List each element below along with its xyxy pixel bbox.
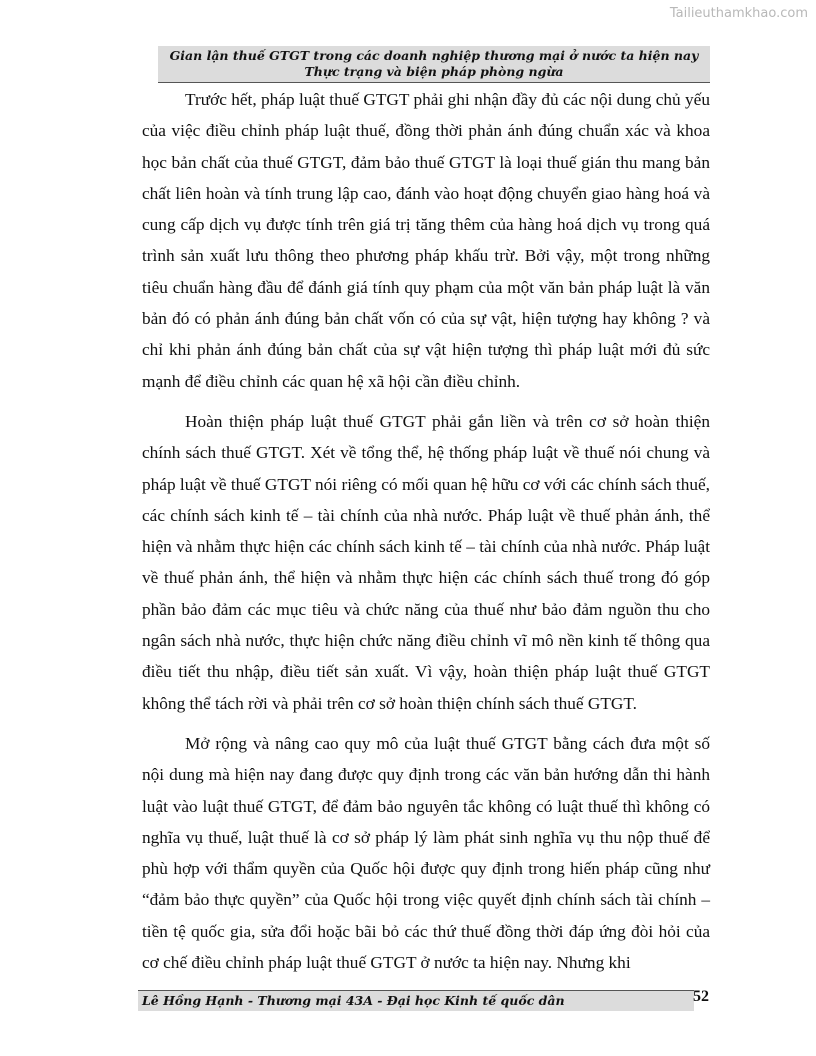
watermark: Tailieuthamkhao.com [669, 6, 808, 21]
paragraph: Hoàn thiện pháp luật thuế GTGT phải gắn liền và trên cơ sở hoàn thiện chính sách thuế GTGT. Xét về tổng thể, hệ thống pháp luật về thuế nói chung và pháp luật về thuế GTGT nói riêng có mối quan hệ hữu cơ với các chính sách thuế, các chính sách kinh tế – tài chính của nhà nước. Pháp luật về thuế phản ánh, thể hiện và nhằm thực hiện các chính sách kinh tế – tài chính của nhà nước. Pháp luật về thuế phản ánh, thể hiện và nhằm thực hiện các chính sách thuế trong đó góp phần bảo đảm các mục tiêu và chức năng của thuế như bảo đảm nguồn thu cho ngân sách nhà nước, thực hiện chức năng điều chỉnh vĩ mô nền kinh tế thông qua điều tiết thu nhập, điều tiết sản xuất. Vì vậy, hoàn thiện pháp luật thuế GTGT không thể tách rời và phải trên cơ sở hoàn thiện chính sách thuế GTGT. [142, 411, 710, 713]
document-body [142, 84, 710, 987]
paragraph: Mở rộng và nâng cao quy mô của luật thuế GTGT bằng cách đưa một số nội dung mà hiện nay đang được quy định trong các văn bản hướng dẫn thi hành luật vào luật thuế GTGT, để đảm bảo nguyên tắc không có luật thuế thì không có nghĩa vụ thuế, luật thuế là cơ sở pháp lý làm phát sinh nghĩa vụ thu nộp thuế để phù hợp với thẩm quyền của Quốc hội được quy định trong hiến pháp cũng như “đảm bảo thực quyền” của Quốc hội trong việc quyết định chính sách tài chính – tiền tệ quốc gia, sửa đổi hoặc bãi bỏ các thứ thuế đồng thời đáp ứng đòi hỏi của cơ chế điều chỉnh pháp luật thuế GTGT ở nước ta hiện nay. Nhưng khi [142, 733, 710, 973]
running-footer: Lê Hồng Hạnh - Thương mại 43A - Đại học Kinh tế quốc dân [138, 990, 694, 1011]
page-number: 52 [693, 988, 709, 1005]
paragraph: Trước hết, pháp luật thuế GTGT phải ghi nhận đầy đủ các nội dung chủ yếu của việc điều chỉnh pháp luật thuế, đồng thời phản ánh đúng chuẩn xác và khoa học bản chất của thuế GTGT, đảm bảo thuế GTGT là loại thuế gián thu mang bản chất liên hoàn và tính trung lập cao, đánh vào hoạt động chuyển giao hàng hoá và cung cấp dịch vụ được tính trên giá trị tăng thêm của hàng hoá dịch vụ trong quá trình sản xuất lưu thông theo phương pháp khấu trừ. Bởi vậy, một trong những tiêu chuẩn hàng đầu để đánh giá tính quy phạm của một văn bản pháp luật là văn bản đó có phản ánh đúng bản chất vốn có của sự vật, hiện tượng hay không ? và chỉ khi phản ánh đúng bản chất của sự vật hiện tượng thì pháp luật mới đủ sức mạnh để điều chỉnh các quan hệ xã hội cần điều chỉnh. [142, 90, 710, 391]
running-header [158, 46, 710, 83]
header-title-line1: Gian lận thuế GTGT trong các doanh nghiệp thương mại ở nước ta hiện nay [169, 48, 699, 63]
header-title-line2: Thực trạng và biện pháp phòng ngừa [304, 64, 564, 79]
